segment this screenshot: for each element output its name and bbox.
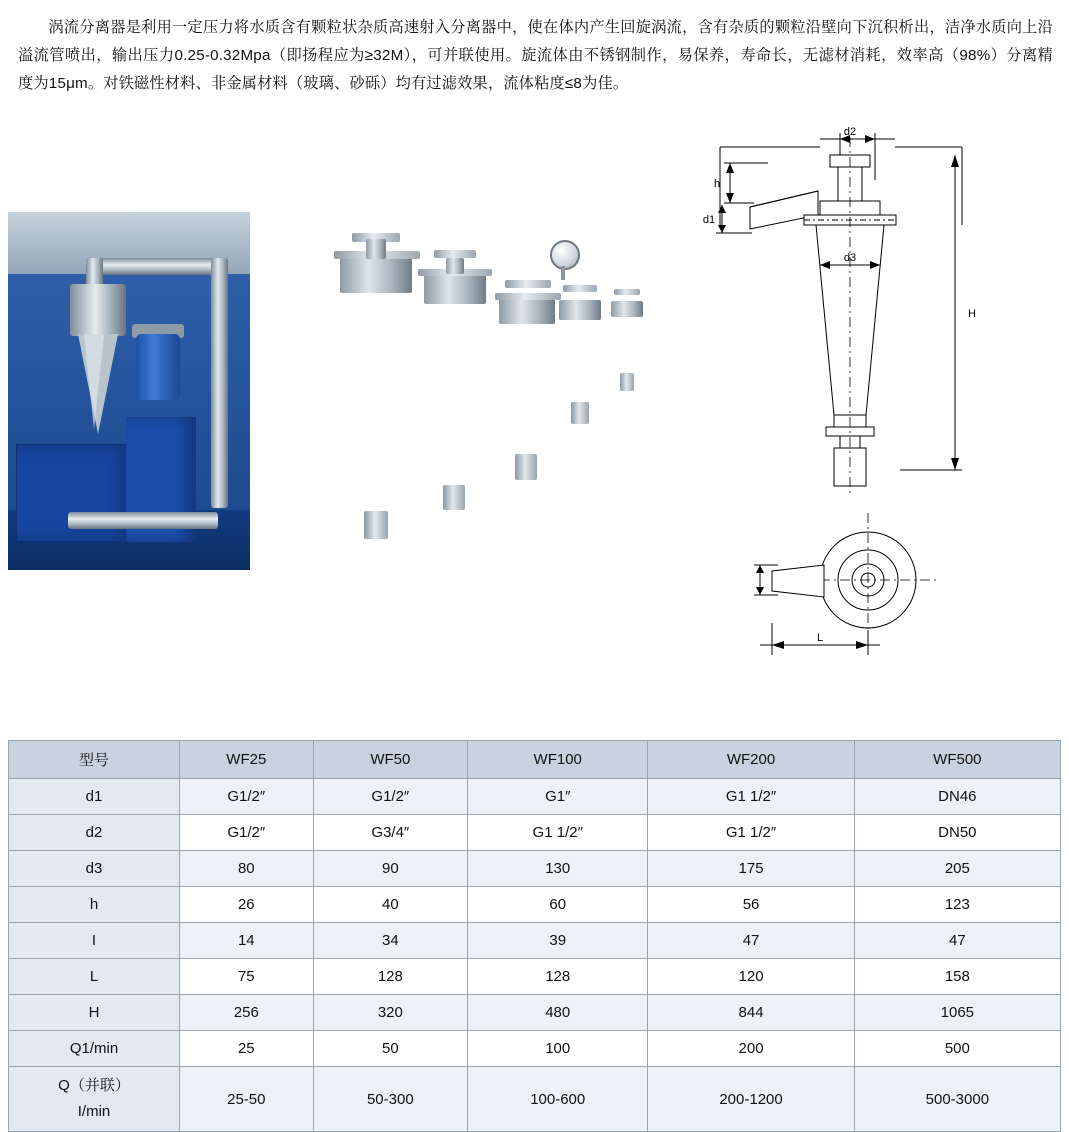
table-row: [9, 959, 1061, 995]
row-label: h: [9, 887, 180, 923]
row-label: Q1/min: [9, 1031, 180, 1067]
cell-value: 123: [854, 887, 1060, 923]
cell-value: 844: [648, 995, 854, 1031]
cell-value: 256: [180, 995, 314, 1031]
header-wf50: WF50: [313, 741, 467, 779]
cell-value: 39: [468, 923, 648, 959]
cell-value: 25-50: [180, 1067, 314, 1132]
product-tip: [571, 402, 589, 424]
cell-value: 47: [854, 923, 1060, 959]
product-head: [611, 301, 643, 317]
photo-motor: [136, 334, 180, 400]
product-inlet: [366, 239, 386, 259]
row-label: I: [9, 923, 180, 959]
row-label-line2: I/min: [77, 1103, 111, 1120]
cell-value: 75: [180, 959, 314, 995]
cell-value: G1 1/2″: [648, 779, 854, 815]
table-row: [9, 923, 1061, 959]
cell-value: 26: [180, 887, 314, 923]
row-label: L: [9, 959, 180, 995]
cell-value: 128: [468, 959, 648, 995]
cell-value: 480: [468, 995, 648, 1031]
cell-value: 120: [648, 959, 854, 995]
product-flange: [434, 250, 476, 258]
photo-cyclone-head: [70, 284, 126, 336]
product-flange: [505, 280, 551, 288]
cell-value: 56: [648, 887, 854, 923]
product-head: [559, 300, 601, 320]
cell-value: 14: [180, 923, 314, 959]
drawing-label-d1: d1: [702, 214, 716, 226]
photo-pipe-horizontal-bottom: [68, 512, 218, 529]
cell-value: DN46: [854, 779, 1060, 815]
drawing-label-H: H: [968, 308, 976, 320]
spec-table-wrapper: [8, 740, 1061, 1132]
cell-value: 80: [180, 851, 314, 887]
cell-value: 47: [648, 923, 854, 959]
cell-value: 205: [854, 851, 1060, 887]
table-header-row: [9, 741, 1061, 779]
product-flange: [614, 289, 640, 295]
cell-value: DN50: [854, 815, 1060, 851]
row-label: H: [9, 995, 180, 1031]
product-tip: [515, 454, 537, 480]
cell-value: 500: [854, 1031, 1060, 1067]
cell-value: G1/2″: [180, 815, 314, 851]
cell-value: 175: [648, 851, 854, 887]
cell-value: 128: [313, 959, 467, 995]
cell-value: G1/2″: [180, 779, 314, 815]
cell-value: G1″: [468, 779, 648, 815]
pressure-gauge-icon: [550, 240, 580, 270]
cell-value: G1 1/2″: [648, 815, 854, 851]
cell-value: 200-1200: [648, 1067, 854, 1132]
product-flange: [563, 285, 597, 292]
cell-value: 200: [648, 1031, 854, 1067]
drawing-label-L: L: [816, 632, 824, 644]
gauge-stem: [561, 266, 565, 280]
cell-value: 500-3000: [854, 1067, 1060, 1132]
drawing-label-d3: d3: [843, 252, 857, 264]
cell-value: 50-300: [313, 1067, 467, 1132]
cell-value: 320: [313, 995, 467, 1031]
cell-value: 100: [468, 1031, 648, 1067]
header-wf200: WF200: [648, 741, 854, 779]
table-row: [9, 779, 1061, 815]
product-tip: [364, 511, 388, 539]
cell-value: 100-600: [468, 1067, 648, 1132]
table-row: [9, 995, 1061, 1031]
row-label-parallel: [9, 1067, 180, 1132]
row-label-line1: Q（并联）: [58, 1077, 130, 1094]
cell-value: G3/4″: [313, 815, 467, 851]
drawing-label-d2: d2: [843, 126, 857, 138]
photo-pipe-vertical-right: [211, 258, 228, 508]
installation-photo: [8, 212, 250, 570]
cell-value: 50: [313, 1031, 467, 1067]
cell-value: 60: [468, 887, 648, 923]
cell-value: 90: [313, 851, 467, 887]
header-wf25: WF25: [180, 741, 314, 779]
header-model: 型号: [9, 741, 180, 779]
table-row: [9, 851, 1061, 887]
row-label: d3: [9, 851, 180, 887]
table-row: [9, 1031, 1061, 1067]
product-group-photo: [320, 215, 680, 555]
row-label: d2: [9, 815, 180, 851]
cell-value: 1065: [854, 995, 1060, 1031]
cell-value: G1/2″: [313, 779, 467, 815]
cell-value: G1 1/2″: [468, 815, 648, 851]
product-head: [340, 257, 412, 293]
cell-value: 40: [313, 887, 467, 923]
product-head: [424, 274, 486, 304]
header-wf100: WF100: [468, 741, 648, 779]
table-row-parallel-flow: [9, 1067, 1061, 1132]
product-head: [499, 298, 555, 324]
product-inlet: [446, 258, 464, 274]
product-tip: [443, 485, 465, 510]
drawing-label-h: h: [713, 178, 721, 190]
intro-paragraph: 涡流分离器是利用一定压力将水质含有颗粒状杂质高速射入分离器中，使在体内产生回旋涡流，含有杂质的颗粒沿壁向下沉积析出，洁净水质向上沿溢流管喷出，输出压力0.25-0.32Mpa（即扬程应为≥32M），可并联使用。旋流体由不锈钢制作，易保养，寿命长，无滤材消耗，效率高（98%）分离精度为15μm。对铁磁性材料、非金属材料（玻璃、砂砾）均有过滤效果，流体粘度≤8为佳。: [18, 19, 1053, 92]
technical-drawing: [700, 125, 1000, 685]
row-label: d1: [9, 779, 180, 815]
photo-pipe-horizontal-top: [86, 258, 228, 275]
photo-cyclone-cone-highlight: [84, 334, 104, 430]
product-tip: [620, 373, 634, 391]
cell-value: 130: [468, 851, 648, 887]
header-wf500: WF500: [854, 741, 1060, 779]
cell-value: 34: [313, 923, 467, 959]
spec-table: [8, 740, 1061, 1132]
product-top-flange: [495, 293, 561, 300]
table-row: [9, 815, 1061, 851]
table-row: [9, 887, 1061, 923]
cell-value: 158: [854, 959, 1060, 995]
cell-value: 25: [180, 1031, 314, 1067]
